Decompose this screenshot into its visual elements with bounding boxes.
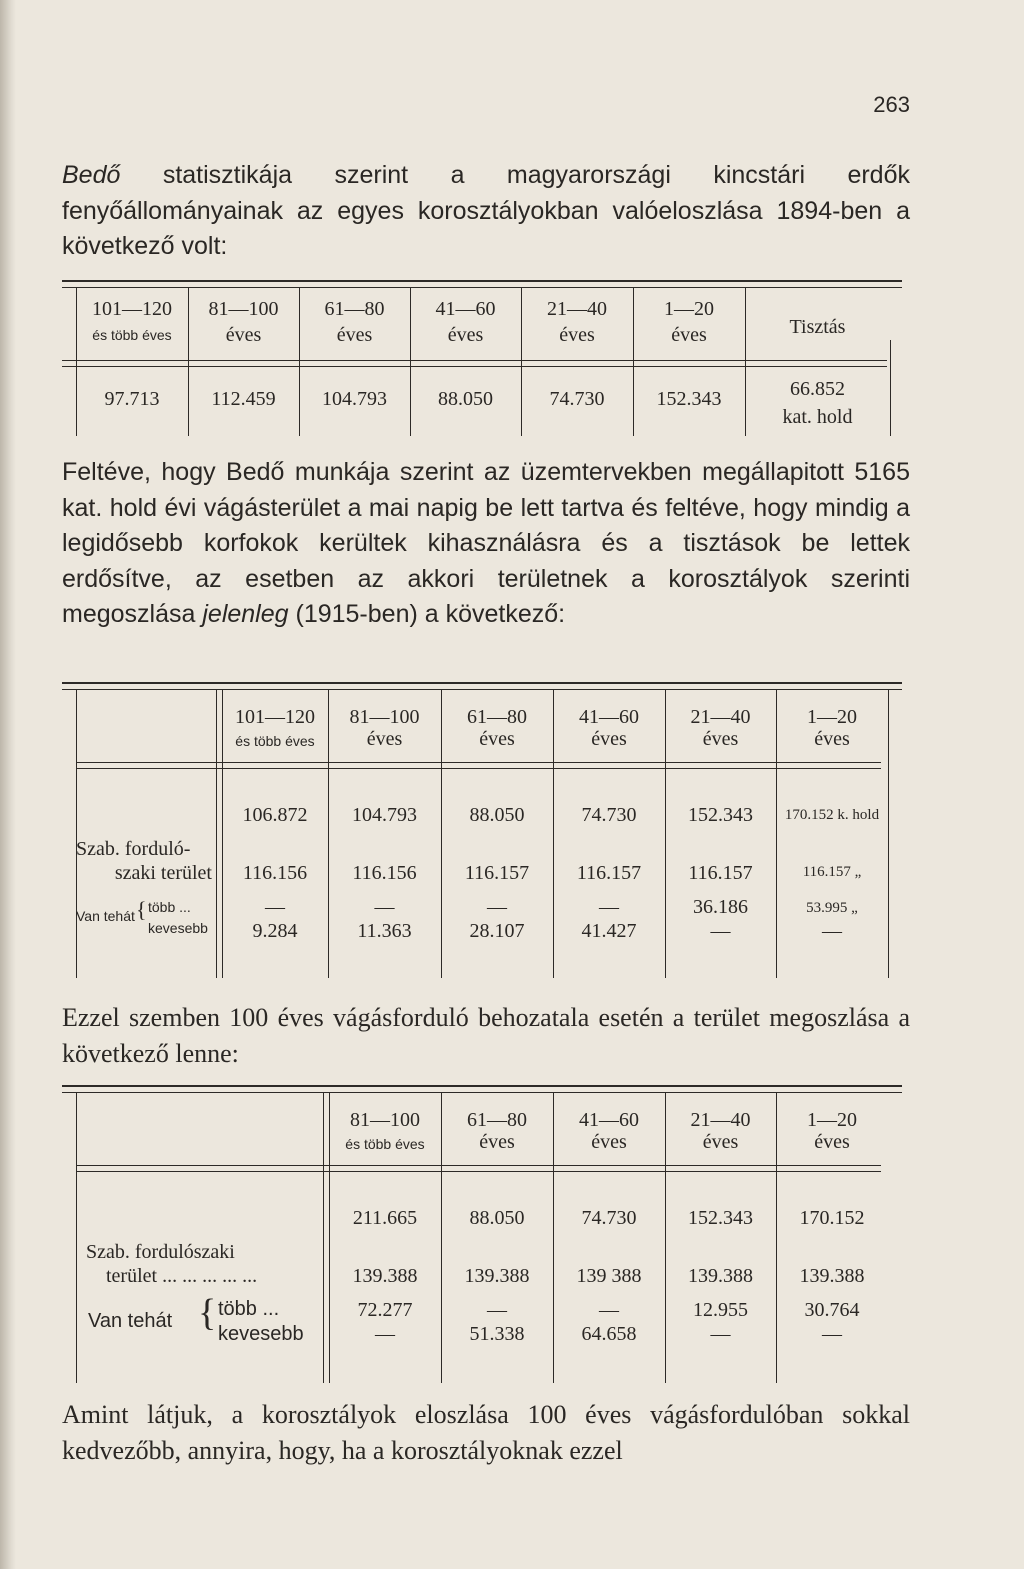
conclusion-paragraph: Amint látjuk, a korosztályok eloszlása 100 éves vágásfordulóban sokkal kedvezőbb, annyira, hogy, ha a korosztályoknak ezzel <box>62 1400 910 1465</box>
t2-kevesebb-2: 28.107 <box>469 920 525 942</box>
t3-current-0: 211.665 <box>352 1207 418 1229</box>
t2-kevesebb-4: — <box>710 920 731 942</box>
t1-header-41-60: 41—60 éves <box>435 298 496 346</box>
t2-kevesebb-5: — <box>822 920 842 942</box>
t2-current-2: 88.050 <box>469 804 525 826</box>
t2-tobb-5: 53.995 „ <box>806 900 858 916</box>
t1-header-101-120: 101—120 és több éves <box>92 298 172 343</box>
t3-kevesebb-3: — <box>710 1323 731 1345</box>
t3-label-tobb: több ... <box>218 1298 280 1320</box>
t3-tobb-2: — <box>599 1299 619 1321</box>
t2-tobb-0: — <box>265 896 285 918</box>
t3-brace-icon: { <box>198 1292 217 1334</box>
t2-label-tobb: több ... <box>148 899 191 915</box>
t2-header-1-20: 1—20 éves <box>807 706 857 750</box>
t3-tobb-1: — <box>487 1299 507 1321</box>
t1-header-tisztas: Tisztás <box>789 316 846 338</box>
t1-header-81-100: 81—100 éves <box>208 298 279 346</box>
t3-area-4: 139.388 <box>799 1265 865 1287</box>
t2-kevesebb-0: 9.284 <box>252 920 298 942</box>
t2-brace-icon: { <box>136 897 147 922</box>
t3-header-81-100: 81—100 és több éves <box>345 1109 425 1152</box>
t1-unit: kat. hold <box>782 406 853 428</box>
t3-tobb-0: 72.277 <box>357 1299 413 1321</box>
t3-current-4: 170.152 <box>799 1207 865 1229</box>
t1-value-tisztas: 66.852 <box>790 378 845 400</box>
t1-header-1-20: 1—20 éves <box>664 298 714 346</box>
intro-paragraph <box>62 158 910 265</box>
t2-current-4: 152.343 <box>688 804 753 826</box>
t3-kevesebb-2: 64.658 <box>581 1323 637 1345</box>
t3-current-2: 74.730 <box>581 1207 637 1229</box>
t1-value-81-100: 112.459 <box>211 388 276 410</box>
t3-area-3: 139.388 <box>688 1265 753 1287</box>
t3-header-41-60: 41—60 éves <box>579 1109 639 1153</box>
t1-header-21-40: 21—40 éves <box>547 298 607 346</box>
emphasis-jelenleg: jelenleg <box>202 600 289 628</box>
t2-current-0: 106.872 <box>242 804 308 826</box>
t2-header-41-60: 41—60 éves <box>579 706 639 750</box>
t2-header-61-80: 61—80 éves <box>467 706 527 750</box>
t3-area-2: 139 388 <box>576 1265 642 1287</box>
t3-kevesebb-0: — <box>375 1323 395 1345</box>
t2-area-4: 116.157 <box>688 862 753 884</box>
t1-value-41-60: 88.050 <box>438 388 493 410</box>
t1-value-21-40: 74.730 <box>549 388 605 410</box>
t3-area-0: 139.388 <box>352 1265 418 1287</box>
t3-header-21-40: 21—40 éves <box>690 1109 751 1153</box>
t3-tobb-4: 30.764 <box>804 1299 860 1321</box>
t3-label-kevesebb: kevesebb <box>218 1323 304 1345</box>
t2-tobb-4: 36.186 <box>693 896 748 918</box>
t1-value-61-80: 104.793 <box>322 388 387 410</box>
t2-kevesebb-3: 41.427 <box>581 920 637 942</box>
t3-label-area-1: Szab. fordulószaki <box>86 1241 235 1263</box>
t3-tobb-3: 12.955 <box>693 1299 748 1321</box>
assumption-paragraph: Feltéve, hogy Bedő munkája szerint az üzemtervekben megállapitott 5165 kat. hold évi vágásterület a mai napig be lett tartva és feltéve, hogy mindig a legidősebb korfokok kerültek kihasználásra és a tisztások be lettek erdősítve, az esetben az akkori területnek a korosztályok szerinti megoszlása jelenleg (1915-ben) a következő: <box>62 458 910 628</box>
t3-header-1-20: 1—20 éves <box>807 1109 857 1153</box>
t2-area-0: 116.156 <box>242 862 308 884</box>
page-number: 263 <box>873 92 910 117</box>
table-100-year <box>62 1085 910 1383</box>
t3-kevesebb-4: — <box>822 1323 842 1345</box>
t1-header-61-80: 61—80 éves <box>324 298 385 346</box>
page-edge-shadow <box>0 0 16 1569</box>
alternative-paragraph: Ezzel szemben 100 éves vágásforduló behozatala esetén a terület megoszlása a következő lenne: <box>62 1003 910 1068</box>
t2-label-van: Van tehát <box>76 908 135 924</box>
t2-label-area-1: Szab. forduló- <box>76 838 191 860</box>
t2-area-2: 116.157 <box>464 862 530 884</box>
table-1915 <box>62 682 910 978</box>
t1-value-1-20: 152.343 <box>656 388 722 410</box>
t3-label-area-2: terület ... ... ... ... ... <box>106 1265 258 1287</box>
t2-area-3: 116.157 <box>576 862 642 884</box>
t2-tobb-2: — <box>487 896 507 918</box>
intro-text: statisztikája szerint a magyarországi kincstári erdők fenyőállományainak az egyes korosztályokban valóeloszlása 1894-ben a következő volt: <box>62 161 910 260</box>
t2-area-1: 116.156 <box>352 862 417 884</box>
t2-header-21-40: 21—40 éves <box>690 706 751 750</box>
t3-kevesebb-1: 51.338 <box>469 1323 525 1345</box>
t3-area-1: 139.388 <box>464 1265 530 1287</box>
t3-current-1: 88.050 <box>469 1207 525 1229</box>
t3-current-3: 152.343 <box>688 1207 753 1229</box>
t1-value-101-120: 97.713 <box>104 388 160 410</box>
t2-label-kevesebb: kevesebb <box>148 920 208 936</box>
t2-tobb-3: — <box>599 896 619 918</box>
author-name: Bedő <box>62 161 121 189</box>
t2-current-3: 74.730 <box>581 804 637 826</box>
table-1894 <box>62 280 910 440</box>
t2-area-5: 116.157 „ <box>802 864 862 880</box>
t2-label-area-2: szaki terület <box>114 862 212 884</box>
t2-kevesebb-1: 11.363 <box>357 920 412 942</box>
t2-header-101-120: 101—120 és több éves <box>235 706 315 749</box>
t2-tobb-1: — <box>374 896 395 918</box>
t3-header-61-80: 61—80 éves <box>467 1109 527 1153</box>
t2-current-1: 104.793 <box>352 804 417 826</box>
t3-label-van: Van tehát <box>88 1310 173 1332</box>
t2-current-5: 170.152 k. hold <box>784 807 880 823</box>
t2-header-81-100: 81—100 éves <box>349 706 420 750</box>
